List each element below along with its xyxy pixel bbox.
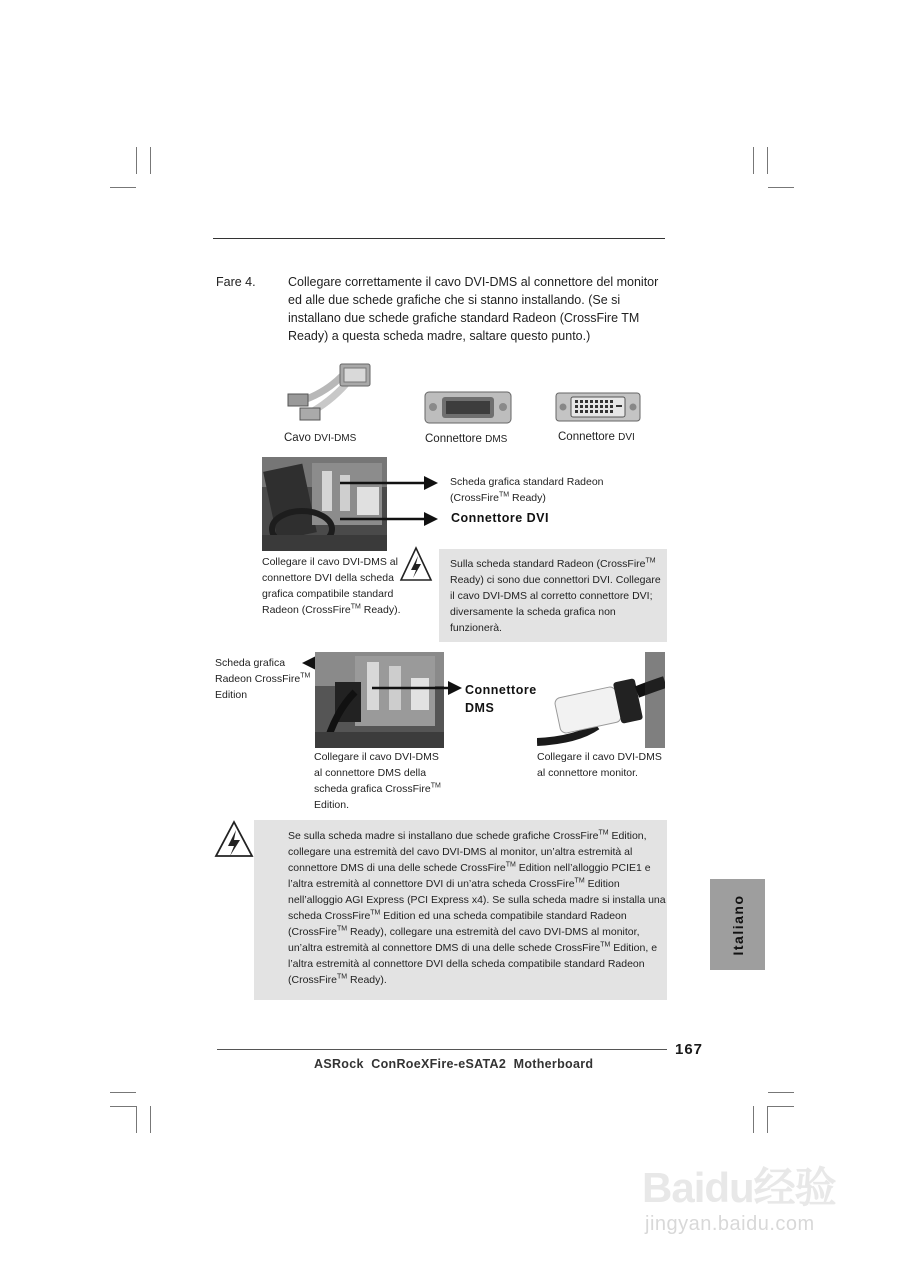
- footer-rule: [217, 1049, 667, 1050]
- arrow-to-dvi-connector: [340, 510, 440, 533]
- dvi-note-text: Sulla scheda standard Radeon (CrossFire™ Ready) ci sono due connettori DVI. Collegare il cavo DVI-DMS al corretto connettore DVI; diversamente la scheda grafica non funzionerà.: [450, 557, 661, 634]
- dms-connect-caption: Collegare il cavo DVI-DMS al connettore DMS della scheda grafica CrossFire™ Edition.: [314, 751, 441, 811]
- footer-text: ASRock ConRoeXFire-eSATA2 Motherboard: [314, 1057, 594, 1071]
- radeon-card-install-photo: [262, 457, 387, 551]
- warning-icon-large: [214, 818, 254, 867]
- crossfire-edition-label: Scheda grafica Radeon CrossFire™ Edition: [215, 657, 311, 701]
- header-rule: [213, 238, 665, 239]
- crop-mark: [753, 1106, 754, 1133]
- dvi-caption: Connettore DVI: [558, 431, 635, 443]
- monitor-connector-photo: [537, 652, 665, 748]
- dvi-connector-image: [555, 392, 641, 422]
- dms-caption: Connettore DMS: [425, 433, 508, 445]
- step-label: Fare 4.: [216, 275, 256, 289]
- dms-connector-image: [424, 391, 512, 424]
- cable-caption: Cavo DVI-DMS: [284, 432, 357, 444]
- crop-mark: [150, 1106, 151, 1133]
- crop-mark: [768, 1106, 794, 1107]
- crossfire-warning-text: Se sulla scheda madre si installano due schede grafiche CrossFire™ Edition, collegare una estremità del cavo DVI-DMS al monitor, un’altra estremità al connettore DMS di una delle schede CrossFire™ Edition nell’alloggio PCIE1 e l’altra estremità al connettore DVI di un’atra scheda CrossFire™ Edition nell’alloggio AGI Express (PCI Express x4). Se sulla scheda madre si installa una scheda CrossFire™ Edition ed una scheda compatibile standard Radeon (CrossFire™ Ready), collegare una estremità del cavo DVI-DMS al monitor, un’altra estremità al connettore DMS di una delle schede CrossFire™ Edition, e l’altra estremità al connettore DVI della scheda compatibile standard Radeon (CrossFire™ Ready).: [288, 829, 666, 986]
- crop-mark: [136, 1106, 137, 1133]
- crop-mark: [136, 147, 137, 174]
- radeon-standard-label: Scheda grafica standard Radeon (CrossFire™ Ready): [450, 476, 604, 504]
- crop-mark: [767, 1106, 768, 1133]
- crop-mark: [110, 1092, 136, 1093]
- crop-mark: [110, 1106, 136, 1107]
- baidu-watermark: Baidu经验: [642, 1164, 836, 1211]
- arrow-to-radeon-card: [340, 474, 440, 497]
- baidu-watermark-url: jingyan.baidu.com: [645, 1213, 815, 1235]
- crop-mark: [150, 147, 151, 174]
- dvi-dms-cable-image: [284, 358, 376, 422]
- warning-icon: [399, 544, 433, 591]
- dvi-connector-label: Connettore DVI: [451, 511, 549, 525]
- crop-mark: [753, 147, 754, 174]
- arrow-to-dms-connector: [372, 679, 464, 702]
- crop-mark: [768, 1092, 794, 1093]
- dms-connector-label: Connettore DMS: [465, 683, 537, 715]
- crop-mark: [767, 147, 768, 174]
- crop-mark: [110, 187, 136, 188]
- step-text: Collegare correttamente il cavo DVI-DMS al connettore del monitor ed alle due schede grafiche che si stanno installando. (Se si installano due schede grafiche standard Radeon (CrossFire TM Ready) a questa scheda madre, saltare questo punto.): [288, 275, 659, 343]
- dvi-connect-caption: Collegare il cavo DVI-DMS al connettore DVI della scheda grafica compatibile standard Radeon (CrossFire™ Ready).: [262, 556, 401, 616]
- language-side-tab: Italiano: [710, 879, 765, 970]
- crop-mark: [768, 187, 794, 188]
- monitor-connect-caption: Collegare il cavo DVI-DMS al connettore monitor.: [537, 751, 662, 779]
- page-number: 167: [675, 1041, 704, 1058]
